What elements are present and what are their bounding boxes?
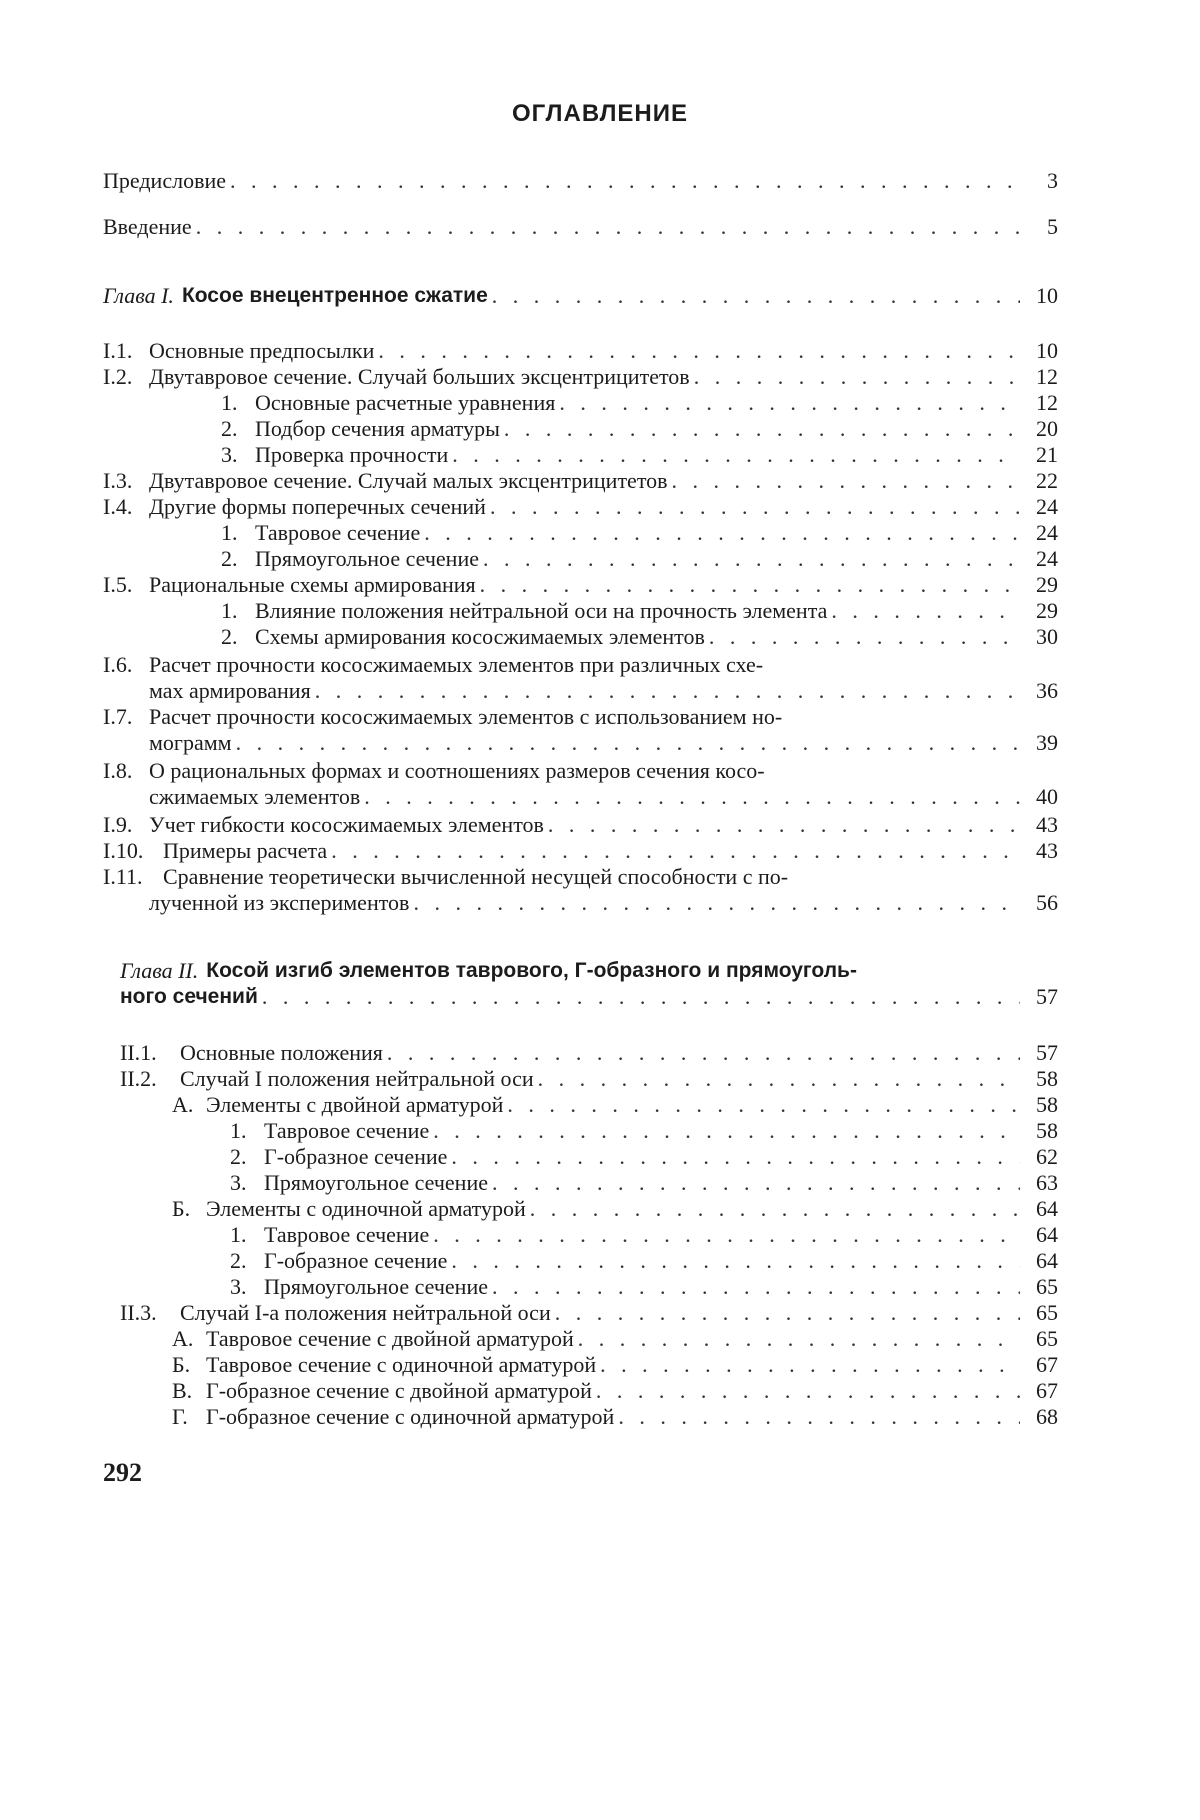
dot-leader: [451, 1144, 1020, 1170]
toc-entry-1-6[interactable]: [103, 652, 1058, 704]
toc-page-number: 24: [1036, 520, 1058, 545]
dot-leader: [504, 416, 1020, 442]
toc-entry-text-continued: сжимаемых элементов: [149, 784, 361, 809]
toc-entry-number: I.11.: [103, 864, 143, 889]
toc-page-number: 29: [1036, 598, 1058, 623]
toc-entry-number: I.1.: [103, 338, 133, 363]
toc-entry-text: Прямоугольное сечение: [264, 1274, 488, 1299]
toc-page-number: 63: [1036, 1170, 1058, 1195]
toc-page-number: 30: [1036, 624, 1058, 649]
toc-page-number: 65: [1036, 1274, 1058, 1299]
toc-entry-number: 2.: [221, 546, 238, 571]
toc-page-number: 10: [1036, 338, 1058, 363]
toc-entry-number: I.7.: [103, 704, 133, 729]
dot-leader: [378, 338, 1020, 364]
toc-entry-text: Введение: [103, 214, 192, 239]
toc-entry-1-4-1[interactable]: [221, 520, 1058, 546]
toc-entry-text-continued: лученной из экспериментов: [149, 890, 410, 915]
toc-entry-text: Основные предпосылки: [149, 338, 375, 363]
chapter-label: Глава I.: [103, 283, 174, 308]
toc-entry-number: Б.: [172, 1352, 191, 1377]
toc-entry-2-3-b[interactable]: [172, 1352, 1058, 1378]
toc-entry-text: Предисловие: [103, 168, 226, 193]
toc-entry-2-3-v[interactable]: [172, 1378, 1058, 1404]
dot-leader: [315, 678, 1020, 704]
toc-entry-text: Тавровое сечение с двойной арматурой: [206, 1326, 574, 1351]
toc-entry-2-2-b-2[interactable]: [230, 1248, 1058, 1274]
toc-entry-number: I.5.: [103, 572, 133, 597]
dot-leader: [196, 214, 1020, 240]
dot-leader: [433, 1118, 1020, 1144]
toc-page-number: 65: [1036, 1326, 1058, 1351]
toc-page-number: 3: [1047, 168, 1058, 193]
toc-page-number: 67: [1036, 1378, 1058, 1403]
toc-entry-1-4-2[interactable]: [221, 546, 1058, 572]
toc-entry-text: Тавровое сечение: [264, 1118, 430, 1143]
toc-entry-number: А.: [172, 1092, 194, 1117]
toc-entry-1-3[interactable]: [103, 468, 1058, 494]
page-number-folio: 292: [103, 1458, 142, 1487]
toc-entry-1-2-3[interactable]: [221, 442, 1058, 468]
dot-leader: [530, 1196, 1020, 1222]
toc-entry-text: Основные расчетные уравнения: [255, 390, 556, 415]
toc-entry-number: 2.: [230, 1248, 247, 1273]
toc-chapter-2[interactable]: [120, 958, 1058, 1010]
toc-page-number: 57: [1036, 1040, 1058, 1065]
toc-entry-number: 1.: [221, 390, 238, 415]
dot-leader: [672, 468, 1020, 494]
toc-page-number: 36: [1036, 678, 1058, 703]
dot-leader: [451, 1248, 1020, 1274]
toc-entry-number: А.: [172, 1326, 194, 1351]
toc-entry-1-8[interactable]: [103, 758, 1058, 810]
toc-entry-text: Расчет прочности кососжимаемых элементов с использованием но-: [149, 704, 783, 729]
toc-entry-2-2-b[interactable]: [172, 1196, 1058, 1222]
dot-leader: [578, 1326, 1020, 1352]
toc-entry-number: I.10.: [103, 838, 144, 863]
dot-leader: [262, 984, 1020, 1010]
toc-entry-number: 2.: [221, 624, 238, 649]
chapter-label: Глава II.: [120, 958, 199, 983]
toc-page-number: 58: [1036, 1066, 1058, 1091]
toc-entry-number: 3.: [230, 1274, 247, 1299]
toc-entry-1-9[interactable]: [103, 812, 1058, 838]
toc-page-number: 58: [1036, 1118, 1058, 1143]
toc-entry-number: I.8.: [103, 758, 133, 783]
toc-entry-text: Случай I-а положения нейтральной оси: [180, 1300, 551, 1325]
toc-entry-2-2-b-1[interactable]: [230, 1222, 1058, 1248]
dot-leader: [618, 1404, 1020, 1430]
toc-entry-text: Подбор сечения арматуры: [255, 416, 500, 441]
toc-entry-text: Расчет прочности кососжимаемых элементов при различных схе-: [149, 652, 764, 677]
dot-leader: [709, 624, 1020, 650]
toc-entry-number: 1.: [221, 520, 238, 545]
toc-page-number: 29: [1036, 572, 1058, 597]
toc-entry-1-2-1[interactable]: [221, 390, 1058, 416]
toc-page-number: 5: [1047, 214, 1058, 239]
toc-entry-1-5-1[interactable]: [221, 598, 1058, 624]
toc-entry-number: I.2.: [103, 364, 133, 389]
toc-entry-2-3-a[interactable]: [172, 1326, 1058, 1352]
toc-entry-text: Влияние положения нейтральной оси на прочность элемента: [255, 598, 828, 623]
toc-entry-number: Г.: [172, 1404, 188, 1429]
toc-entry-1-7[interactable]: [103, 704, 1058, 756]
toc-entry-2-2[interactable]: [120, 1066, 1058, 1092]
toc-page-number: 62: [1036, 1144, 1058, 1169]
toc-entry-text: Проверка прочности: [255, 442, 449, 467]
toc-entry-2-3[interactable]: [120, 1300, 1058, 1326]
toc-page-number: 56: [1036, 890, 1058, 915]
toc-entry-text: Тавровое сечение: [264, 1222, 430, 1247]
chapter-title-continued: ного сечений: [120, 985, 258, 1008]
dot-leader: [483, 546, 1020, 572]
dot-leader: [555, 1300, 1020, 1326]
toc-page-number: 20: [1036, 416, 1058, 441]
toc-entry-2-2-a-1[interactable]: [230, 1118, 1058, 1144]
dot-leader: [480, 572, 1020, 598]
toc-entry-text: Другие формы поперечных сечений: [149, 494, 486, 519]
toc-page-number: 43: [1036, 838, 1058, 863]
toc-page-number: 39: [1036, 730, 1058, 755]
toc-entry-number: 1.: [230, 1222, 247, 1247]
toc-entry-text: Случай I положения нейтральной оси: [180, 1066, 534, 1091]
toc-chapter-1[interactable]: [103, 283, 1058, 309]
dot-leader: [694, 364, 1020, 390]
toc-entry-number: 3.: [221, 442, 238, 467]
dot-leader: [492, 1274, 1020, 1300]
toc-entry-text: Г-образное сечение: [264, 1144, 448, 1169]
dot-leader: [490, 494, 1020, 520]
toc-entry-number: 2.: [230, 1144, 247, 1169]
dot-leader: [364, 784, 1020, 810]
toc-page-number: 22: [1036, 468, 1058, 493]
toc-entry-1-10[interactable]: [103, 838, 1058, 864]
toc-entry-text: Основные положения: [180, 1040, 383, 1065]
toc-page-number: 12: [1036, 390, 1058, 415]
chapter-title: Косой изгиб элементов таврового, Г-образного и прямоуголь-: [206, 959, 857, 982]
toc-entry-2-2-a-3[interactable]: [230, 1170, 1058, 1196]
dot-leader: [387, 1040, 1020, 1066]
dot-leader: [538, 1066, 1020, 1092]
toc-entry-1-1[interactable]: [103, 338, 1058, 364]
toc-entry-text: Примеры расчета: [163, 838, 328, 863]
toc-entry-number: I.6.: [103, 652, 133, 677]
toc-entry-1-2[interactable]: [103, 364, 1058, 390]
dot-leader: [600, 1352, 1020, 1378]
toc-page-number: 65: [1036, 1300, 1058, 1325]
toc-page-number: 40: [1036, 784, 1058, 809]
toc-entry-2-2-a[interactable]: [172, 1092, 1058, 1118]
dot-leader: [548, 812, 1020, 838]
toc-entry-text: Прямоугольное сечение: [255, 546, 479, 571]
toc-page-number: 64: [1036, 1248, 1058, 1273]
toc-page-number: 21: [1036, 442, 1058, 467]
toc-entry-1-2-2[interactable]: [221, 416, 1058, 442]
toc-page-number: 24: [1036, 546, 1058, 571]
toc-entry-2-3-g[interactable]: [172, 1404, 1058, 1430]
toc-page-number: 64: [1036, 1222, 1058, 1247]
toc-entry-number: I.9.: [103, 812, 133, 837]
dot-leader: [596, 1378, 1020, 1404]
toc-page-number: 58: [1036, 1092, 1058, 1117]
dot-leader: [492, 283, 1020, 309]
dot-leader: [413, 890, 1020, 916]
toc-entry-text: Элементы с двойной арматурой: [206, 1092, 504, 1117]
toc-entry-number: 1.: [230, 1118, 247, 1143]
toc-entry-text: Схемы армирования кососжимаемых элементов: [255, 624, 705, 649]
toc-entry-intro[interactable]: [103, 214, 1058, 240]
dot-leader: [831, 598, 1020, 624]
dot-leader: [452, 442, 1020, 468]
toc-entry-1-11[interactable]: [103, 864, 1058, 916]
toc-entry-text: Прямоугольное сечение: [264, 1170, 488, 1195]
toc-entry-text: Г-образное сечение: [264, 1248, 448, 1273]
toc-entry-text: Двутавровое сечение. Случай больших эксцентрицитетов: [149, 364, 690, 389]
toc-entry-number: II.2.: [120, 1066, 157, 1091]
toc-entry-text-continued: мограмм: [149, 730, 232, 755]
toc-entry-2-2-b-3[interactable]: [230, 1274, 1058, 1300]
toc-entry-number: 3.: [230, 1170, 247, 1195]
toc-page-number: 10: [1036, 283, 1058, 308]
toc-page-number: 24: [1036, 494, 1058, 519]
dot-leader: [236, 730, 1020, 756]
toc-entry-text: О рациональных формах и соотношениях размеров сечения косо-: [149, 758, 765, 783]
toc-entry-text-continued: мах армирования: [149, 678, 311, 703]
toc-entry-2-2-a-2[interactable]: [230, 1144, 1058, 1170]
toc-page-number: 57: [1036, 984, 1058, 1009]
toc-entry-1-5-2[interactable]: [221, 624, 1058, 650]
toc-entry-text: Элементы с одиночной арматурой: [206, 1196, 526, 1221]
toc-entry-preface[interactable]: [103, 168, 1058, 194]
toc-entry-number: 2.: [221, 416, 238, 441]
toc-page-number: 43: [1036, 812, 1058, 837]
dot-leader: [424, 520, 1020, 546]
toc-entry-1-4[interactable]: [103, 494, 1058, 520]
dot-leader: [433, 1222, 1020, 1248]
toc-entry-text: Г-образное сечение с двойной арматурой: [206, 1378, 592, 1403]
toc-entry-text: Рациональные схемы армирования: [149, 572, 476, 597]
toc-page-number: 12: [1036, 364, 1058, 389]
dot-leader: [331, 838, 1020, 864]
toc-entry-2-1[interactable]: [120, 1040, 1058, 1066]
toc-page-number: 68: [1036, 1404, 1058, 1429]
dot-leader: [230, 168, 1020, 194]
toc-entry-number: В.: [172, 1378, 193, 1403]
toc-entry-1-5[interactable]: [103, 572, 1058, 598]
dot-leader: [507, 1092, 1020, 1118]
toc-page-number: 64: [1036, 1196, 1058, 1221]
toc-entry-number: Б.: [172, 1196, 191, 1221]
page-title: ОГЛАВЛЕНИЕ: [511, 100, 689, 127]
toc-entry-number: I.3.: [103, 468, 133, 493]
chapter-title: Косое внецентренное сжатие: [181, 284, 488, 307]
toc-entry-text: Сравнение теоретически вычисленной несущей способности с по-: [163, 864, 789, 889]
toc-entry-number: II.3.: [120, 1300, 157, 1325]
toc-entry-text: Тавровое сечение с одиночной арматурой: [206, 1352, 597, 1377]
toc-entry-number: II.1.: [120, 1040, 157, 1065]
dot-leader: [559, 390, 1020, 416]
toc-entry-number: I.4.: [103, 494, 133, 519]
toc-entry-text: Учет гибкости кососжимаемых элементов: [149, 812, 544, 837]
toc-entry-text: Двутавровое сечение. Случай малых эксцентрицитетов: [149, 468, 668, 493]
toc-page-number: 67: [1036, 1352, 1058, 1377]
toc-entry-number: 1.: [221, 598, 238, 623]
toc-entry-text: Тавровое сечение: [255, 520, 421, 545]
toc-entry-text: Г-образное сечение с одиночной арматурой: [206, 1404, 615, 1429]
dot-leader: [492, 1170, 1020, 1196]
